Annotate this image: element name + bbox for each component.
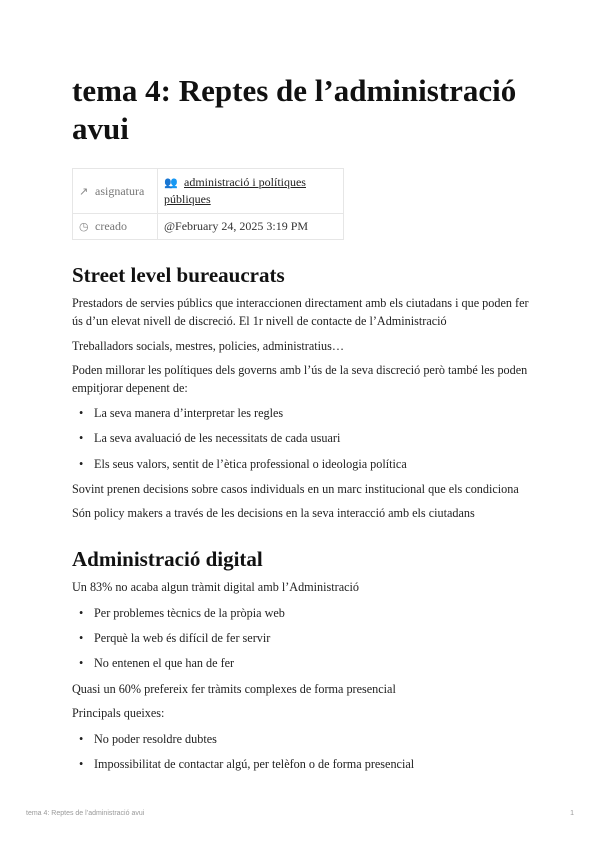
created-date: @February 24, 2025 3:19 PM <box>158 214 344 240</box>
paragraph: Treballadors socials, mestres, policies, administratius… <box>72 339 345 353</box>
clock-icon: ◷ <box>79 220 89 233</box>
paragraph: Quasi un 60% prefereix fer tràmits complexes de forma presencial <box>72 682 396 696</box>
paragraph: Sovint prenen decisions sobre casos individuals en un marc institucional que els condiciona <box>72 482 519 496</box>
list-item: • Impossibilitat de contactar algú, per telèfon o de forma presencial <box>72 755 522 773</box>
list-item: • La seva manera d’interpretar les regles <box>72 404 522 422</box>
section-heading-digital: Administració digital <box>72 547 263 571</box>
list-item: • Per problemes tècnics de la pròpia web <box>72 604 522 622</box>
properties-table <box>72 168 344 240</box>
page-number: 1 <box>570 810 574 817</box>
subject-link[interactable]: administració i polítiques públiques <box>164 175 306 206</box>
people-icon: 👥 <box>164 176 178 189</box>
page-footer <box>26 810 574 817</box>
property-key: creado <box>95 219 127 233</box>
page-title: tema 4: Reptes de l’administració avui <box>72 73 517 146</box>
arrow-up-right-icon: ↗ <box>79 184 89 198</box>
list-item: • No poder resoldre dubtes <box>72 730 522 748</box>
property-row-creado <box>73 214 344 240</box>
paragraph: Un 83% no acaba algun tràmit digital amb l’Administració <box>72 580 360 594</box>
property-row-asignatura <box>73 169 344 214</box>
paragraph: Prestadors de servies públics que interaccionen directament amb els ciutadans i que poden fer ús d’un elevat nivell de discreció. El 1r nivell de contacte de l’Administració <box>72 296 529 328</box>
paragraph: Poden millorar les polítiques dels governs amb l’ús de la seva discreció però també les poden empitjorar depenent de: <box>72 363 528 395</box>
list-item: • Perquè la web és difícil de fer servir <box>72 629 522 647</box>
section-heading-street-level: Street level bureaucrats <box>72 263 285 287</box>
list-item: • Els seus valors, sentit de l’ètica professional o ideologia política <box>72 455 522 473</box>
list-item: • No entenen el que han de fer <box>72 654 522 672</box>
list-item: • La seva avaluació de les necessitats de cada usuari <box>72 429 522 447</box>
paragraph: Són policy makers a través de les decisions en la seva interacció amb els ciutadans <box>72 506 475 520</box>
paragraph: Principals queixes: <box>72 706 165 720</box>
property-key: asignatura <box>95 183 145 198</box>
footer-title: tema 4: Reptes de l’administració avui <box>26 810 145 817</box>
